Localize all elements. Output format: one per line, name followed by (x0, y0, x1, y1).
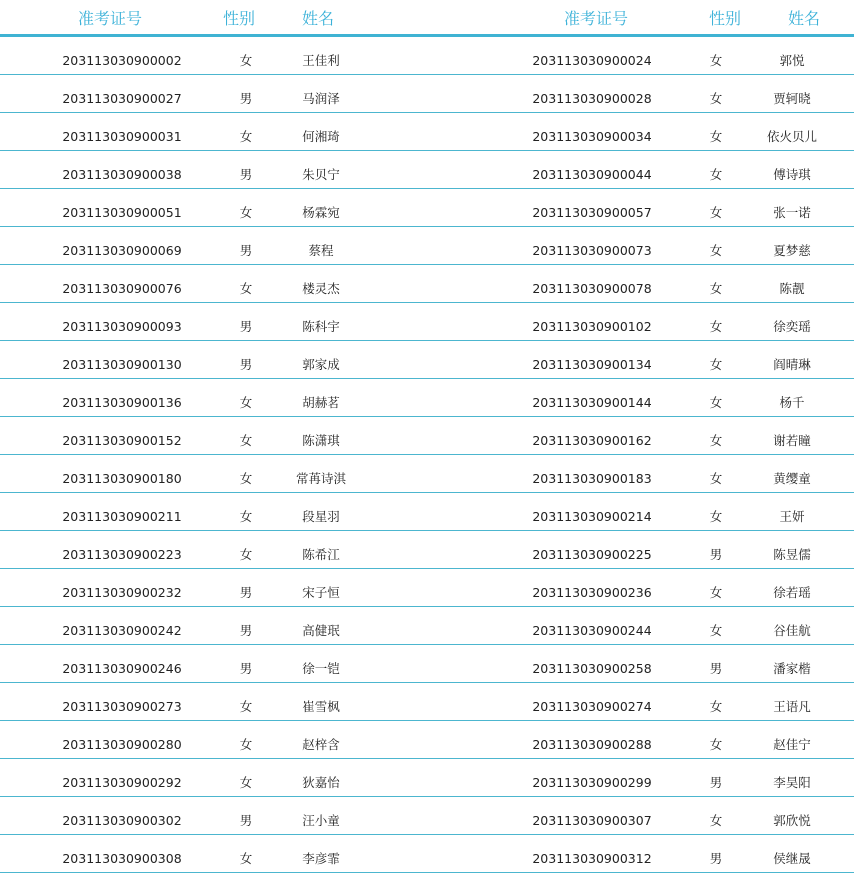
table-row (0, 455, 854, 493)
gender-cell-left: 女 (239, 281, 253, 296)
name-cell-right: 夏梦慈 (773, 243, 811, 258)
table-row (0, 113, 854, 151)
gender-cell-right: 女 (709, 91, 723, 106)
name-cell-left: 陈潇琪 (302, 433, 340, 448)
table-row (0, 645, 854, 683)
gender-cell-right: 女 (709, 281, 723, 296)
gender-cell-left: 男 (239, 319, 253, 334)
name-cell-left: 狄嘉怡 (302, 775, 340, 790)
name-cell-right: 阎晴琳 (773, 357, 811, 372)
id-cell-left: 203113030900246 (62, 661, 182, 676)
gender-cell-left: 男 (239, 243, 253, 258)
gender-cell-left: 女 (239, 395, 253, 410)
table-row (0, 797, 854, 835)
table-row (0, 759, 854, 797)
table-row (0, 189, 854, 227)
id-cell-right: 203113030900236 (532, 585, 652, 600)
id-cell-left: 203113030900292 (62, 775, 182, 790)
id-cell-left: 203113030900302 (62, 813, 182, 828)
gender-cell-left: 女 (239, 433, 253, 448)
name-cell-right: 张一诺 (773, 205, 811, 220)
name-cell-right: 郭欣悦 (773, 813, 811, 828)
name-cell-left: 朱贝宁 (302, 167, 340, 182)
table-row (0, 493, 854, 531)
gender-cell-left: 女 (239, 851, 253, 866)
id-cell-left: 203113030900130 (62, 357, 182, 372)
name-cell-right: 杨千 (779, 395, 805, 410)
gender-cell-left: 女 (239, 737, 253, 752)
id-cell-left: 203113030900211 (62, 509, 182, 524)
id-cell-left: 203113030900223 (62, 547, 182, 562)
header-id-left: 准考证号 (77, 9, 143, 28)
table-row (0, 265, 854, 303)
name-cell-left: 蔡程 (308, 243, 334, 258)
name-cell-right: 依火贝儿 (766, 129, 818, 144)
table-row (0, 37, 854, 75)
gender-cell-right: 男 (709, 661, 723, 676)
id-cell-right: 203113030900073 (532, 243, 652, 258)
id-cell-left: 203113030900031 (62, 129, 182, 144)
id-cell-right: 203113030900034 (532, 129, 652, 144)
name-cell-left: 徐一铠 (302, 661, 340, 676)
gender-cell-left: 女 (239, 53, 253, 68)
gender-cell-right: 女 (709, 813, 723, 828)
id-cell-right: 203113030900214 (532, 509, 652, 524)
id-cell-left: 203113030900152 (62, 433, 182, 448)
gender-cell-left: 男 (239, 623, 253, 638)
gender-cell-right: 男 (709, 547, 723, 562)
header-gender-right: 性别 (708, 9, 742, 28)
name-cell-right: 王妍 (779, 509, 805, 524)
id-cell-right: 203113030900144 (532, 395, 652, 410)
name-cell-left: 陈希江 (302, 547, 340, 562)
name-cell-left: 王佳利 (302, 53, 340, 68)
name-cell-right: 陈昱儒 (773, 547, 811, 562)
table-row (0, 417, 854, 455)
id-cell-right: 203113030900288 (532, 737, 652, 752)
table-row (0, 569, 854, 607)
table-header (0, 0, 854, 37)
gender-cell-left: 男 (239, 91, 253, 106)
table-row (0, 341, 854, 379)
name-cell-left: 陈科宇 (302, 319, 340, 334)
header-name-left: 姓名 (301, 9, 335, 28)
header-id-right: 准考证号 (563, 9, 629, 28)
name-cell-right: 王语凡 (773, 699, 811, 714)
id-cell-right: 203113030900225 (532, 547, 652, 562)
gender-cell-right: 女 (709, 319, 723, 334)
name-cell-right: 赵佳宁 (773, 737, 811, 752)
gender-cell-right: 女 (709, 471, 723, 486)
id-cell-left: 203113030900242 (62, 623, 182, 638)
gender-cell-left: 女 (239, 547, 253, 562)
name-cell-right: 谢若瞳 (773, 433, 811, 448)
gender-cell-right: 女 (709, 357, 723, 372)
name-cell-right: 傅诗琪 (773, 167, 811, 182)
table-body (0, 37, 854, 873)
id-cell-left: 203113030900136 (62, 395, 182, 410)
gender-cell-left: 女 (239, 471, 253, 486)
header-name-right: 姓名 (787, 9, 821, 28)
id-cell-left: 203113030900180 (62, 471, 182, 486)
name-cell-left: 马润泽 (302, 91, 340, 106)
name-cell-right: 侯继晟 (773, 851, 811, 866)
id-cell-left: 203113030900280 (62, 737, 182, 752)
gender-cell-left: 女 (239, 509, 253, 524)
name-cell-right: 贾轲晓 (773, 91, 811, 106)
gender-cell-left: 女 (239, 129, 253, 144)
gender-cell-right: 男 (709, 851, 723, 866)
gender-cell-right: 女 (709, 509, 723, 524)
id-cell-right: 203113030900134 (532, 357, 652, 372)
id-cell-left: 203113030900232 (62, 585, 182, 600)
name-cell-right: 郭悦 (779, 53, 805, 68)
name-cell-left: 郭家成 (302, 357, 340, 372)
gender-cell-left: 男 (239, 661, 253, 676)
id-cell-right: 203113030900307 (532, 813, 652, 828)
name-cell-right: 徐若瑶 (773, 585, 811, 600)
gender-cell-left: 男 (239, 357, 253, 372)
gender-cell-left: 女 (239, 699, 253, 714)
name-cell-left: 胡赫茗 (302, 395, 340, 410)
id-cell-right: 203113030900299 (532, 775, 652, 790)
gender-cell-left: 女 (239, 775, 253, 790)
id-cell-left: 203113030900027 (62, 91, 182, 106)
name-cell-left: 赵梓含 (302, 737, 340, 752)
name-cell-left: 李彦霏 (302, 851, 340, 866)
name-cell-left: 段星羽 (302, 509, 340, 524)
id-cell-right: 203113030900024 (532, 53, 652, 68)
id-cell-left: 203113030900069 (62, 243, 182, 258)
table-row (0, 75, 854, 113)
id-cell-left: 203113030900308 (62, 851, 182, 866)
gender-cell-right: 女 (709, 129, 723, 144)
id-cell-right: 203113030900162 (532, 433, 652, 448)
name-cell-left: 何湘琦 (302, 129, 340, 144)
gender-cell-right: 女 (709, 243, 723, 258)
gender-cell-right: 女 (709, 433, 723, 448)
id-cell-right: 203113030900102 (532, 319, 652, 334)
table-row (0, 379, 854, 417)
id-cell-left: 203113030900002 (62, 53, 182, 68)
table-row (0, 683, 854, 721)
gender-cell-right: 女 (709, 53, 723, 68)
name-cell-right: 潘家楷 (773, 661, 811, 676)
name-cell-right: 李昊阳 (773, 775, 811, 790)
id-cell-right: 203113030900312 (532, 851, 652, 866)
id-cell-left: 203113030900273 (62, 699, 182, 714)
gender-cell-left: 女 (239, 205, 253, 220)
id-cell-right: 203113030900183 (532, 471, 652, 486)
id-cell-left: 203113030900051 (62, 205, 182, 220)
table-row (0, 835, 854, 873)
gender-cell-right: 女 (709, 395, 723, 410)
gender-cell-right: 女 (709, 205, 723, 220)
gender-cell-left: 男 (239, 167, 253, 182)
header-gender-left: 性别 (222, 9, 256, 28)
id-cell-left: 203113030900093 (62, 319, 182, 334)
id-cell-left: 203113030900038 (62, 167, 182, 182)
gender-cell-right: 女 (709, 623, 723, 638)
name-cell-right: 陈靓 (779, 281, 805, 296)
table-row (0, 607, 854, 645)
table-row (0, 721, 854, 759)
name-cell-left: 崔雪枫 (302, 699, 340, 714)
table-row (0, 227, 854, 265)
id-cell-left: 203113030900076 (62, 281, 182, 296)
name-cell-left: 宋子恒 (302, 585, 340, 600)
id-cell-right: 203113030900244 (532, 623, 652, 638)
table-row (0, 531, 854, 569)
gender-cell-left: 男 (239, 813, 253, 828)
gender-cell-right: 女 (709, 585, 723, 600)
gender-cell-left: 男 (239, 585, 253, 600)
gender-cell-right: 女 (709, 737, 723, 752)
name-cell-left: 常苒诗淇 (295, 471, 347, 486)
gender-cell-right: 女 (709, 167, 723, 182)
table-row (0, 151, 854, 189)
name-cell-right: 谷佳航 (773, 623, 811, 638)
name-cell-right: 徐奕瑶 (773, 319, 811, 334)
table-row (0, 303, 854, 341)
id-cell-right: 203113030900274 (532, 699, 652, 714)
id-cell-right: 203113030900044 (532, 167, 652, 182)
gender-cell-right: 女 (709, 699, 723, 714)
gender-cell-right: 男 (709, 775, 723, 790)
id-cell-right: 203113030900078 (532, 281, 652, 296)
id-cell-right: 203113030900028 (532, 91, 652, 106)
name-cell-left: 杨霖宛 (302, 205, 340, 220)
name-cell-left: 汪小童 (302, 813, 340, 828)
name-cell-right: 黄缨童 (773, 471, 811, 486)
id-cell-right: 203113030900057 (532, 205, 652, 220)
name-cell-left: 高健珉 (302, 623, 340, 638)
name-cell-left: 楼灵杰 (302, 281, 340, 296)
id-cell-right: 203113030900258 (532, 661, 652, 676)
